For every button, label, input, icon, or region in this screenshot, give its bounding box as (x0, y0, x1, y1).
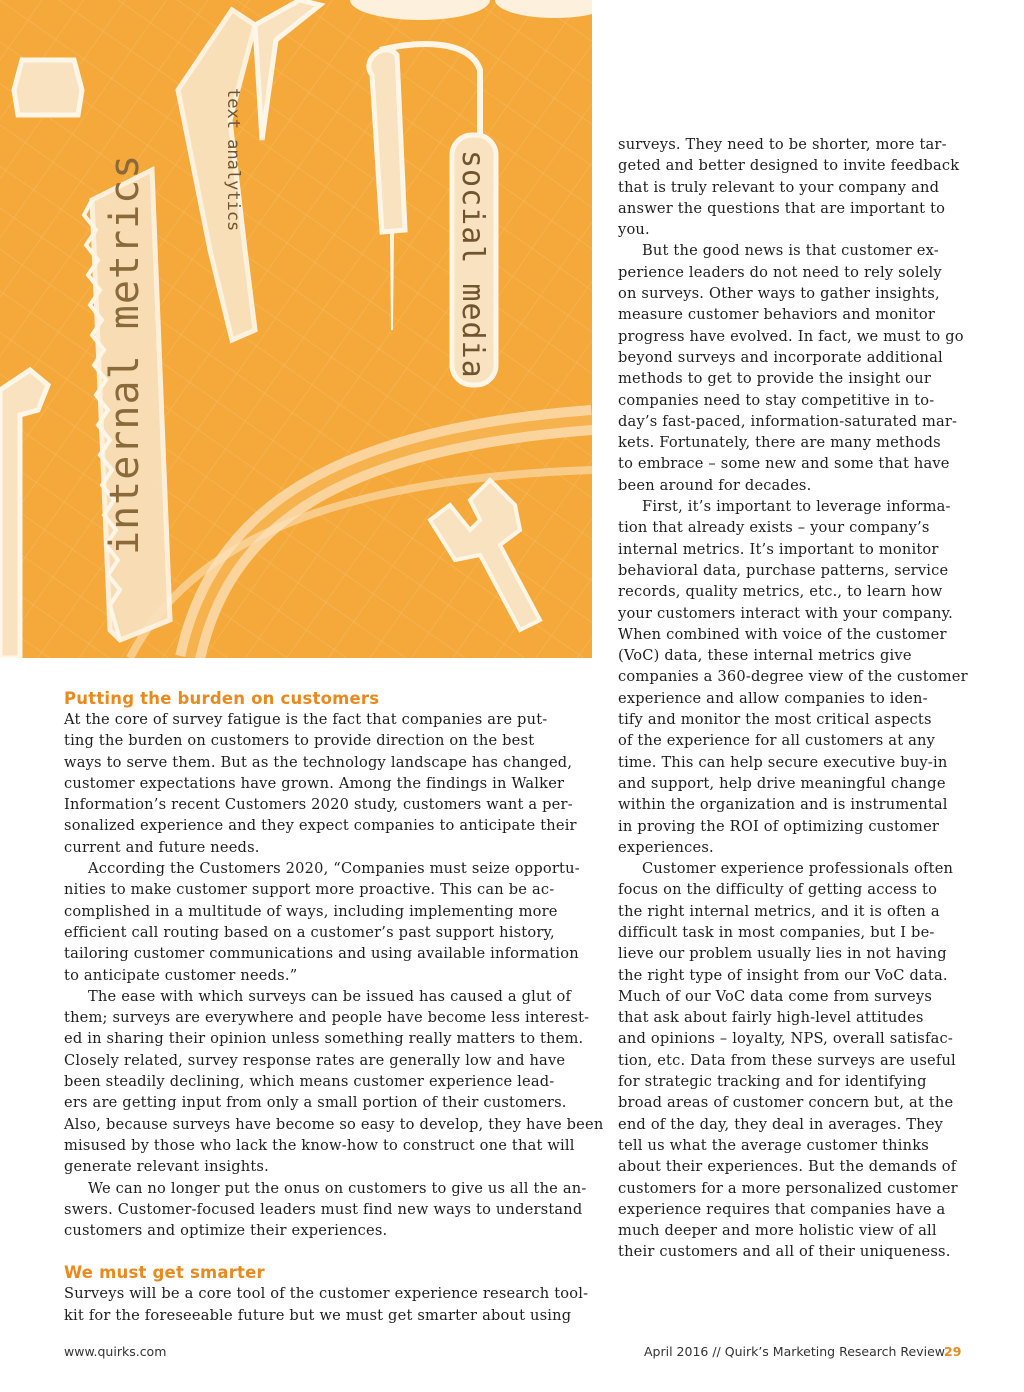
text-line: within the organization and is instrumental (618, 796, 948, 814)
text-line: that ask about fairly high-level attitudes (618, 1009, 924, 1027)
text-line: behavioral data, purchase patterns, service (618, 561, 949, 579)
paragraph (64, 709, 584, 858)
text-line: their customers and all of their uniqueness. (618, 1243, 951, 1261)
text-line: First, it’s important to leverage informa- (642, 498, 951, 516)
section-heading-smarter: We must get smarter (64, 1263, 265, 1283)
text-line: When combined with voice of the customer (618, 625, 947, 643)
text-line: your customers interact with your company. (618, 604, 953, 622)
text-line: We can no longer put the onus on customers to give us all the an- (88, 1179, 587, 1197)
text-line: about their experiences. But the demands of (618, 1158, 957, 1176)
text-line: them; surveys are everywhere and people have become less interest- (64, 1009, 590, 1027)
text-line: surveys. They need to be shorter, more tar- (618, 136, 947, 153)
text-line: companies a 360-degree view of the customer (618, 668, 968, 686)
section-gap (64, 1241, 584, 1262)
text-line: for strategic tracking and for identifying (618, 1073, 927, 1091)
text-line: Information’s recent Customers 2020 study, customers want a per- (64, 796, 573, 814)
footer-issue-info: April 2016 // Quirk’s Marketing Research Review (644, 1344, 945, 1359)
text-line: in proving the ROI of optimizing customer (618, 817, 940, 835)
text-line: end of the day, they deal in averages. They (618, 1115, 944, 1133)
text-line: tell us what the average customer thinks (618, 1136, 929, 1154)
text-line: kets. Fortunately, there are many methods (618, 434, 941, 452)
text-line: tion, etc. Data from these surveys are useful (618, 1051, 956, 1069)
text-line: customers and optimize their experiences. (64, 1222, 388, 1240)
social-media-label: social media (455, 150, 490, 379)
text-line: Also, because surveys have become so easy to develop, they have been (64, 1115, 604, 1133)
text-line: complished in a multitude of ways, including implementing more (64, 902, 558, 920)
text-line: tailoring customer communications and using available information (64, 945, 579, 963)
text-line: ed in sharing their opinion unless something really matters to them. (64, 1030, 584, 1048)
text-line: companies need to stay competitive in to- (618, 391, 935, 409)
text-analytics-label: text analytics (223, 88, 243, 232)
text-line: current and future needs. (64, 838, 260, 856)
text-line: measure customer behaviors and monitor (618, 306, 935, 324)
section-heading-burden: Putting the burden on customers (64, 689, 380, 708)
text-line: swers. Customer-focused leaders must find new ways to understand (64, 1200, 583, 1218)
paragraph (64, 858, 584, 986)
text-line: experience requires that companies have a (618, 1200, 946, 1218)
right-column (618, 134, 968, 1263)
text-line: According the Customers 2020, “Companies must seize opportu- (88, 860, 580, 878)
text-line: been steadily declining, which means customer experience lead- (64, 1073, 555, 1091)
text-line: answer the questions that are important to (618, 199, 946, 217)
text-line: and opinions – loyalty, NPS, overall satisfac- (618, 1030, 953, 1048)
text-line: progress have evolved. In fact, we must to go (618, 327, 964, 345)
text-line: nities to make customer support more proactive. This can be ac- (64, 881, 555, 899)
text-line: Closely related, survey response rates are generally low and have (64, 1051, 566, 1069)
text-line: kit for the foreseeable future but we must get smarter about using (64, 1306, 572, 1324)
text-line: Much of our VoC data come from surveys (618, 987, 933, 1005)
text-line: But the good news is that customer ex- (642, 242, 939, 260)
text-line: focus on the difficulty of getting access to (618, 881, 938, 899)
paragraph (618, 858, 958, 1263)
paragraph (64, 1283, 589, 1326)
text-line: internal metrics. It’s important to monitor (618, 540, 939, 558)
text-line: on surveys. Other ways to gather insights, (618, 285, 940, 303)
text-line: that is truly relevant to your company and (618, 178, 940, 196)
footer-website-link[interactable]: www.quirks.com (64, 1344, 167, 1359)
text-line: to anticipate customer needs.” (64, 966, 298, 984)
text-line: day’s fast-paced, information-saturated mar- (618, 412, 958, 430)
text-line: geted and better designed to invite feedback (618, 157, 960, 175)
text-line: ers are getting input from only a small portion of their customers. (64, 1094, 567, 1112)
text-line: methods to get to provide the insight our (618, 370, 932, 388)
text-line: tion that already exists – your company’s (618, 519, 930, 537)
text-line: of the experience for all customers at any (618, 732, 936, 750)
paragraph (618, 240, 964, 496)
text-line: and support, help drive meaningful change (618, 774, 946, 792)
text-line: much deeper and more holistic view of all (618, 1222, 937, 1240)
text-line: At the core of survey fatigue is the fact that companies are put- (64, 711, 548, 728)
text-line: customer expectations have grown. Among the findings in Walker (64, 774, 565, 792)
text-line: time. This can help secure executive buy-in (618, 753, 948, 771)
text-line: (VoC) data, these internal metrics give (618, 647, 912, 665)
text-line: sonalized experience and they expect companies to anticipate their (64, 817, 577, 835)
text-line: generate relevant insights. (64, 1158, 269, 1176)
page-number: 29 (944, 1344, 962, 1359)
text-line: ways to serve them. But as the technology landscape has changed, (64, 753, 573, 771)
text-line: ting the burden on customers to provide direction on the best (64, 732, 535, 750)
text-line: misused by those who lack the know-how to construct one that will (64, 1136, 575, 1154)
text-line: been around for decades. (618, 476, 812, 494)
paragraph (618, 496, 968, 858)
text-line: The ease with which surveys can be issued has caused a glut of (88, 987, 572, 1005)
text-line: to embrace – some new and some that have (618, 455, 950, 473)
text-line: experiences. (618, 838, 714, 856)
tools-illustration (0, 0, 592, 658)
text-line: you. (618, 221, 650, 239)
paragraph (64, 1178, 587, 1242)
text-line: efficient call routing based on a customer’s past support history, (64, 923, 555, 941)
paragraph (64, 986, 604, 1178)
socket-tool (14, 60, 82, 115)
text-line: Surveys will be a core tool of the customer experience research tool- (64, 1285, 589, 1303)
text-line: records, quality metrics, etc., to learn how (618, 583, 943, 601)
left-column (64, 688, 604, 1326)
text-line: the right internal metrics, and it is often a (618, 902, 940, 920)
text-line: beyond surveys and incorporate additional (618, 348, 943, 366)
article-illustration (0, 0, 592, 658)
internal-metrics-label: internal metrics (102, 153, 148, 555)
text-line: the right type of insight from our VoC data. (618, 966, 948, 984)
text-line: perience leaders do not need to rely solely (618, 263, 942, 281)
text-line: broad areas of customer concern but, at the (618, 1094, 954, 1112)
text-line: customers for a more personalized customer (618, 1179, 958, 1197)
paragraph (618, 134, 958, 240)
text-line: difficult task in most companies, but I be- (618, 923, 935, 941)
text-line: Customer experience professionals often (642, 860, 954, 878)
text-line: experience and allow companies to iden- (618, 689, 928, 707)
text-line: lieve our problem usually lies in not having (618, 945, 947, 963)
text-line: tify and monitor the most critical aspects (618, 711, 932, 729)
